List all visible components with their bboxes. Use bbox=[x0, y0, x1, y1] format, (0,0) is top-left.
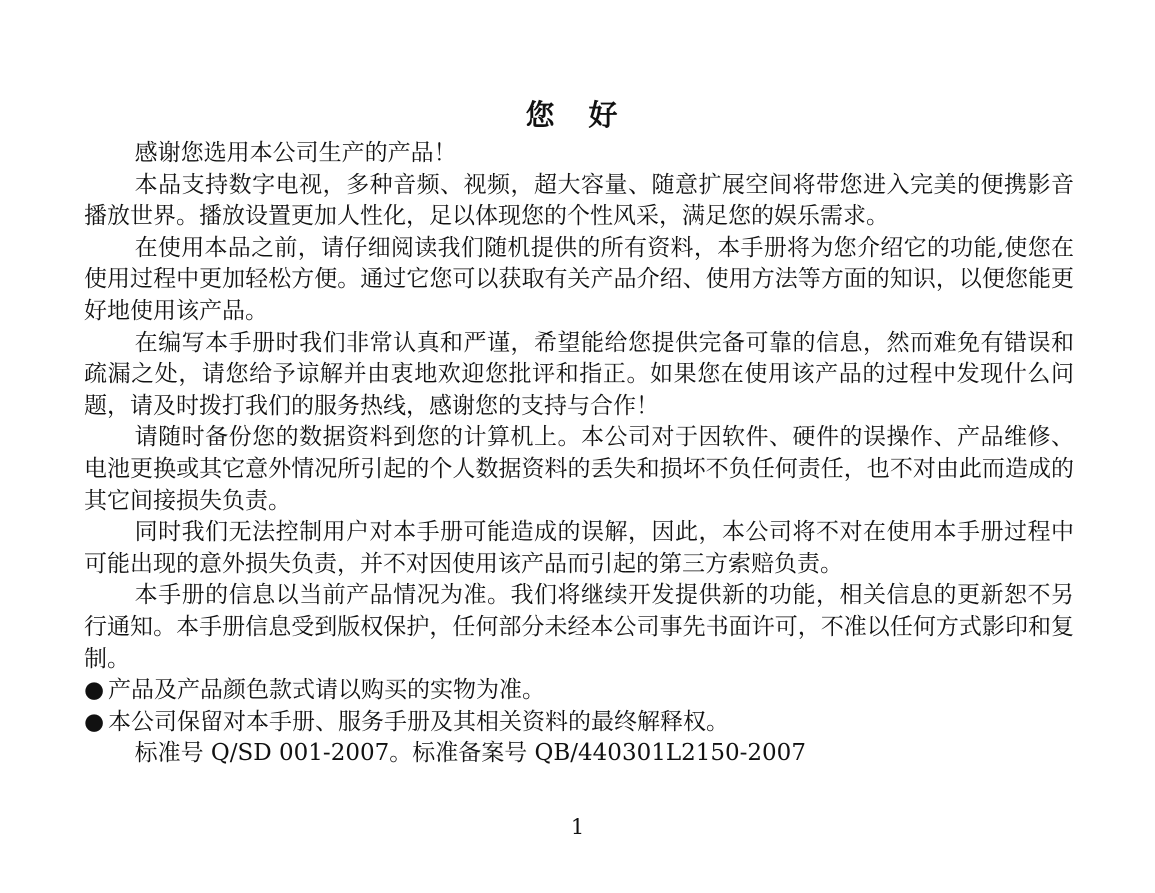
bullet-text: 产品及产品颜色款式请以购买的实物为准。 bbox=[108, 677, 545, 704]
bullet-item-interpretation-right bbox=[84, 707, 1074, 739]
paragraph-read-manual: 在使用本品之前，请仔细阅读我们随机提供的所有资料，本手册将为您介绍它的功能,使您在使用过程中更加轻松方便。通过它您可以获取有关产品介绍、使用方法等方面的知识，以便您能更好地使用该产品。 bbox=[84, 234, 1074, 324]
page-title: 您 好 bbox=[525, 98, 630, 132]
paragraph-misunderstanding-liability: 同时我们无法控制用户对本手册可能造成的误解，因此，本公司将不对在使用本手册过程中可能出现的意外损失负责，并不对因使用该产品而引起的第三方索赔负责。 bbox=[84, 519, 1074, 577]
paragraph-data-backup: 请随时备份您的数据资料到您的计算机上。本公司对于因软件、硬件的误操作、产品维修、电池更换或其它意外情况所引起的个人数据资料的丢失和损坏不负任何责任，也不对由此而造成的其它间接损失负责。 bbox=[84, 424, 1074, 514]
bullet-icon: ● bbox=[84, 677, 105, 704]
paragraph-product-features: 本品支持数字电视，多种音频、视频，超大容量、随意扩展空间将带您进入完美的便携影音播放世界。播放设置更加人性化，足以体现您的个性风采，满足您的娱乐需求。 bbox=[84, 171, 1074, 230]
paragraph-errata-feedback: 在编写本手册时我们非常认真和严谨，希望能给您提供完备可靠的信息，然而难免有错误和疏漏之处，请您给予谅解并由衷地欢迎您批评和指正。如果您在使用该产品的过程中发现什么问题，请及时拨打我们的服务热线，感谢您的支持与合作！ bbox=[84, 329, 1074, 419]
bullet-icon: ● bbox=[84, 708, 105, 735]
page-number: 1 bbox=[570, 815, 585, 839]
paragraph-thanks: 感谢您选用本公司生产的产品！ bbox=[134, 140, 457, 166]
paragraph-copyright-notice: 本手册的信息以当前产品情况为准。我们将继续开发提供新的功能，相关信息的更新恕不另行通知。本手册信息受到版权保护，任何部分未经本公司事先书面许可，不准以任何方式影印和复制。 bbox=[84, 582, 1074, 672]
body-text bbox=[84, 138, 1074, 770]
standard-number-line: 标准号 Q/SD 001-2007。标准备案号 QB/440301L2150-2007 bbox=[134, 740, 806, 767]
bullet-text: 本公司保留对本手册、服务手册及其相关资料的最终解释权。 bbox=[108, 708, 729, 735]
bullet-item-product-color bbox=[84, 675, 1074, 707]
